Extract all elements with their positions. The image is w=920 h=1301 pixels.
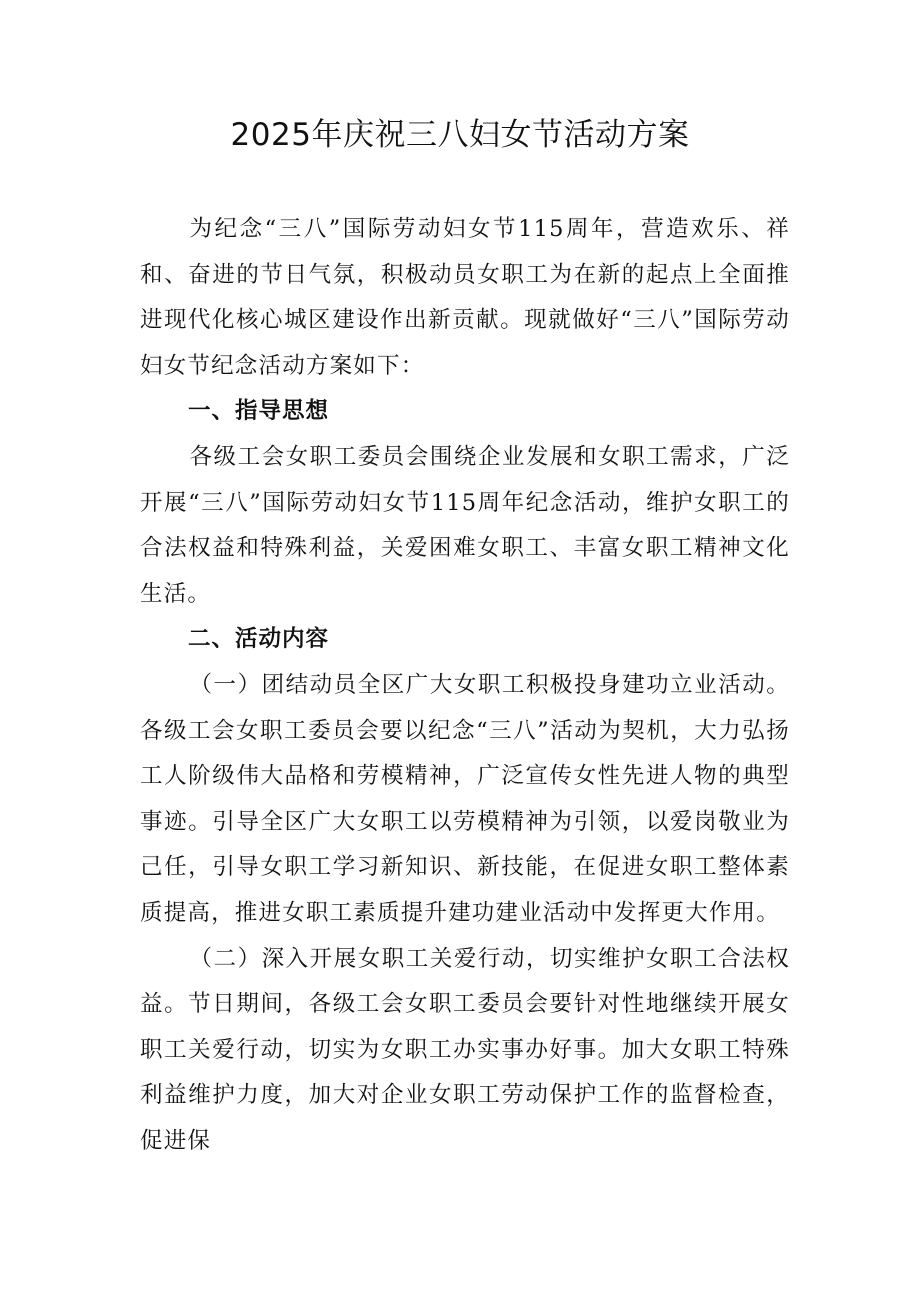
activity-item-2-paragraph: （二）深入开展女职工关爱行动，切实维护女职工合法权益。节日期间，各级工会女职工委员会要针对性地继续开展女职工关爱行动，切实为女职工办实事办好事。加大女职工特殊利益维护力度，加大对企业女职工劳动保护工作的监督检查，促进保 xyxy=(140,945,790,1154)
section-heading-activity-content: 二、活动内容 xyxy=(188,626,330,653)
section-heading-guiding-thought: 一、指导思想 xyxy=(188,398,330,425)
document-body xyxy=(140,207,790,1164)
intro-paragraph: 为纪念“三八”国际劳动妇女节115周年，营造欢乐、祥和、奋进的节日气氛，积极动员女职工为在新的起点上全面推进现代化核心城区建设作出新贡献。现就做好“三八”国际劳动妇女节纪念活动方案如下： xyxy=(140,216,790,379)
document-title: 2025年庆祝三八妇女节活动方案 xyxy=(230,117,690,153)
activity-item-1-paragraph: （一）团结动员全区广大女职工积极投身建功立业活动。各级工会女职工委员会要以纪念“三八”活动为契机，大力弘扬工人阶级伟大品格和劳模精神，广泛宣传女性先进人物的典型事迹。引导全区广大女职工以劳模精神为引领，以爱岗敬业为己任，引导女职工学习新知识、新技能，在促进女职工整体素质提高，推进女职工素质提升建功建业活动中发挥更大作用。 xyxy=(140,671,790,926)
guiding-thought-paragraph: 各级工会女职工委员会围绕企业发展和女职工需求，广泛开展“三八”国际劳动妇女节115周年纪念活动，维护女职工的合法权益和特殊利益，关爱困难女职工、丰富女职工精神文化生活。 xyxy=(140,443,790,607)
